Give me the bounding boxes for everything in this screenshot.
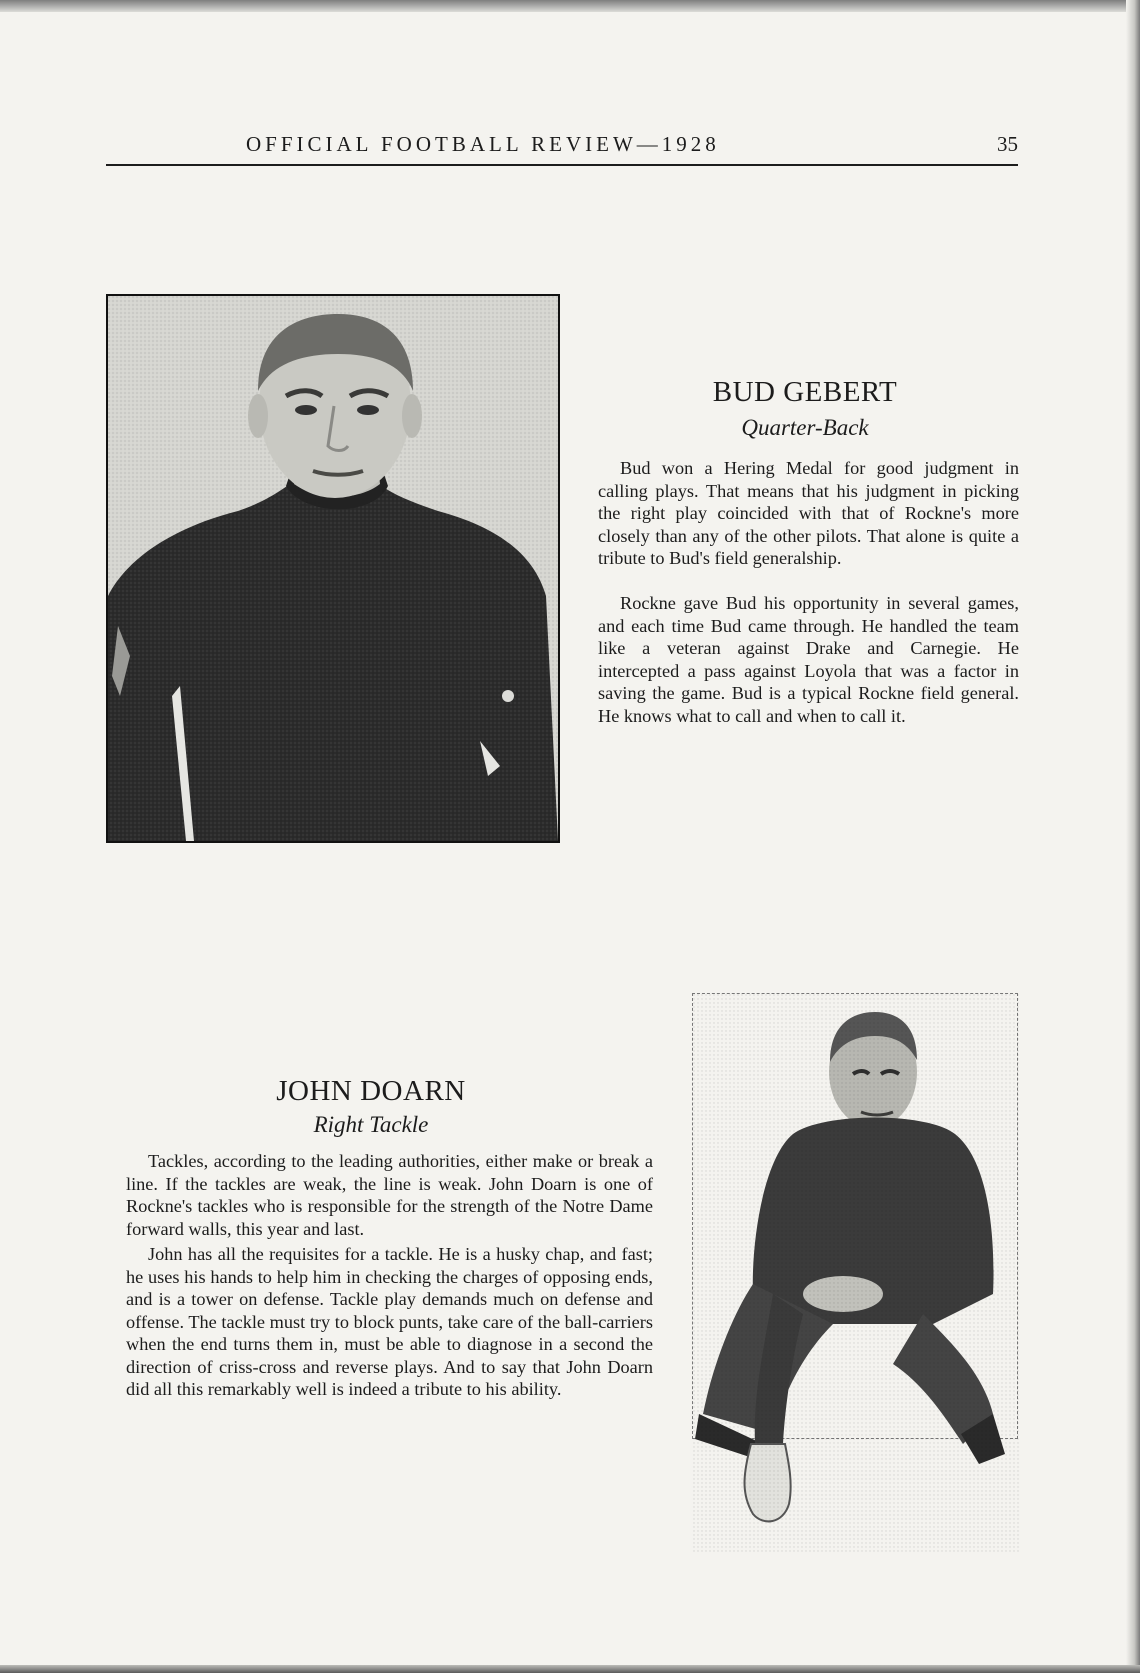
scan-edge-right [1126, 0, 1140, 1673]
scan-edge-top [0, 0, 1140, 12]
profile-paragraph: Rockne gave Bud his opportunity in several games, and each time Bud came through. He handled the team like a veteran against Drake and Carnegie. He intercepted a pass against Loyola that was a factor in saving the game. Bud is a typical Rockne field general. He knows what to call and when to call it. [598, 593, 1019, 726]
running-header [106, 128, 1018, 166]
page-number: 35 [997, 132, 1018, 156]
scan-edge-bottom [0, 1665, 1140, 1673]
profile-position: Quarter-Back [741, 415, 869, 440]
bud-gebert-photo [106, 294, 560, 843]
profile-paragraph: John has all the requisites for a tackle. He is a husky chap, and fast; he uses his hands to help him in checking the charges of opposing ends, and is a tower on defense. Tackle play demands much on defense and offense. The tackle must try to block punts, take care of the ball-carriers when the end turns them in, must be able to diagnose in a second the direction of criss-cross and reverse plays. And to say that John Doarn did all this remarkably well is indeed a tribute to his ability. [126, 1244, 653, 1399]
profile-paragraph: Bud won a Hering Medal for good judgment in calling plays. That means that his judgment in picking the right play coincided with that of Rockne's more closely than any of the other pilots. That alone is quite a tribute to Bud's field generalship. [598, 458, 1019, 568]
profile-paragraph: Tackles, according to the leading authorities, either make or break a line. If the tackles are weak, the line is weak. John Doarn is one of Rockne's tackles who is responsible for the strength of the Notre Dame forward walls, this year and last. [126, 1151, 653, 1239]
john-doarn-photo [692, 993, 1018, 1439]
profile-name: JOHN DOARN [276, 1075, 466, 1107]
profile-position: Right Tackle [313, 1112, 429, 1137]
profile-name: BUD GEBERT [712, 376, 898, 408]
running-title: OFFICIAL FOOTBALL REVIEW—1928 [246, 132, 720, 156]
